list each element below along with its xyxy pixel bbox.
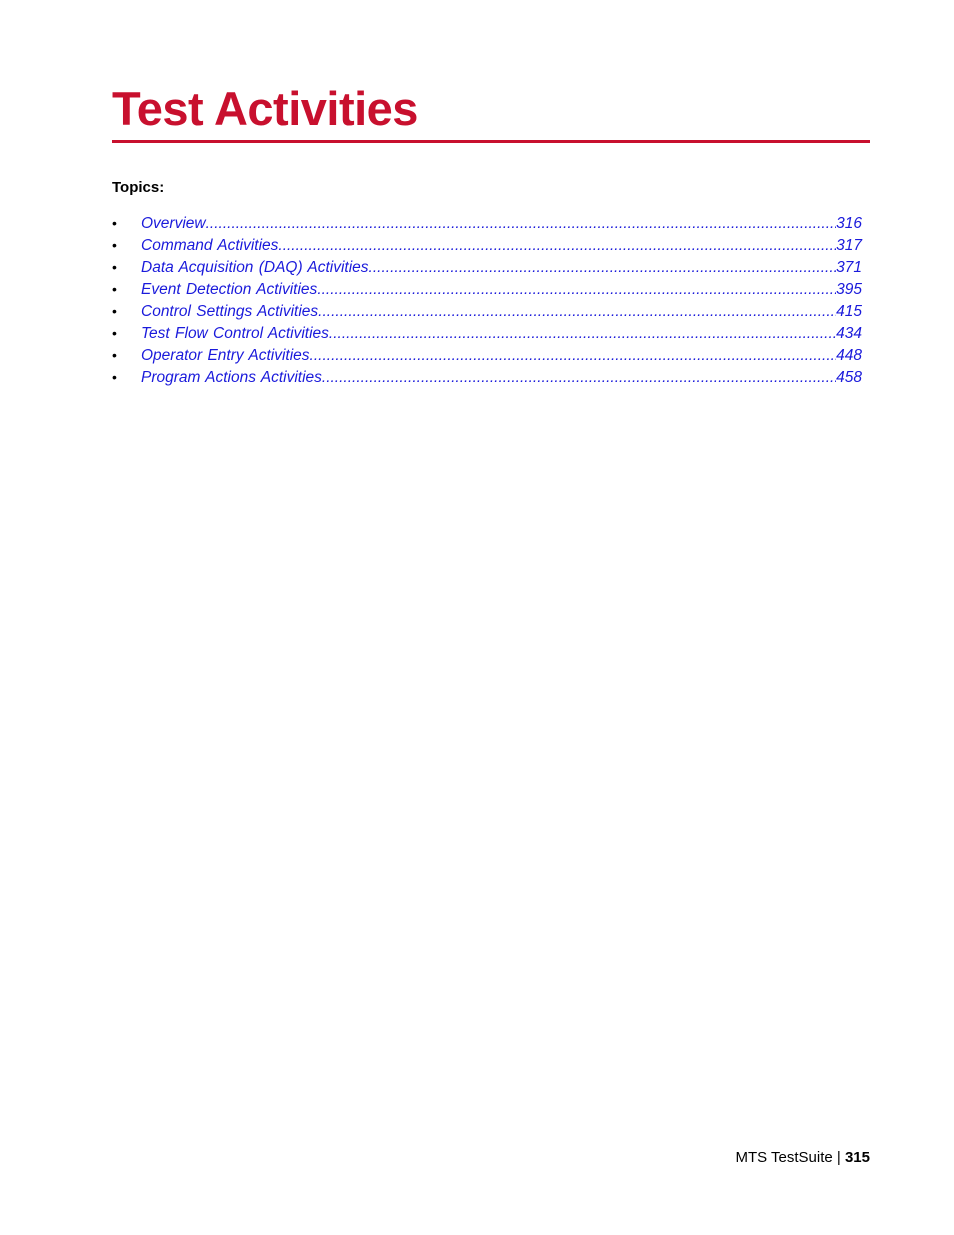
toc-item [112,278,862,300]
bullet-icon: • [112,325,117,341]
bullet-icon: • [112,369,117,385]
dot-leader [369,257,837,279]
toc-label: Operator Entry Activities [141,347,310,364]
toc-link-program-actions-activities[interactable] [141,367,862,389]
toc-link-operator-entry-activities[interactable] [141,345,862,367]
footer-page-number: 315 [844,1149,870,1166]
footer-separator: | [836,1149,841,1166]
toc-page-number: 448 [836,347,862,364]
bullet-icon: • [112,237,117,253]
toc-item [112,256,862,278]
toc-item [112,212,862,234]
toc-link-test-flow-control-activities[interactable] [141,323,862,345]
page-title: Test Activities [112,82,418,135]
bullet-icon: • [112,347,117,363]
toc-page-number: 415 [836,303,862,320]
dot-leader [322,367,836,389]
topics-heading: Topics: [112,179,165,196]
toc-page-number: 395 [836,281,862,298]
toc-page-number: 458 [836,369,862,386]
toc-list [112,212,862,388]
footer-product-name: MTS TestSuite [735,1149,833,1166]
toc-label: Program Actions Activities [141,369,322,386]
dot-leader [318,301,836,323]
dot-leader [317,279,836,301]
page-footer [735,1149,870,1167]
bullet-icon: • [112,281,117,297]
toc-item [112,366,862,388]
toc-link-overview[interactable] [141,213,862,235]
toc-item [112,300,862,322]
toc-label: Overview [141,215,206,232]
bullet-icon: • [112,303,117,319]
dot-leader [310,345,837,367]
toc-label: Command Activities [141,237,279,254]
toc-label: Event Detection Activities [141,281,318,298]
toc-page-number: 371 [836,259,862,276]
toc-item [112,234,862,256]
title-rule [112,140,870,143]
toc-link-control-settings-activities[interactable] [141,301,862,323]
toc-label: Control Settings Activities [141,303,319,320]
toc-item [112,322,862,344]
toc-link-daq-activities[interactable] [141,257,862,279]
toc-label: Test Flow Control Activities [141,325,329,342]
bullet-icon: • [112,215,117,231]
toc-page-number: 317 [836,237,862,254]
dot-leader [329,323,836,345]
bullet-icon: • [112,259,117,275]
toc-link-command-activities[interactable] [141,235,862,257]
toc-page-number: 434 [836,325,862,342]
dot-leader [206,213,837,235]
dot-leader [278,235,836,257]
toc-page-number: 316 [836,215,862,232]
toc-link-event-detection-activities[interactable] [141,279,862,301]
toc-item [112,344,862,366]
toc-label: Data Acquisition (DAQ) Activities [141,259,369,276]
